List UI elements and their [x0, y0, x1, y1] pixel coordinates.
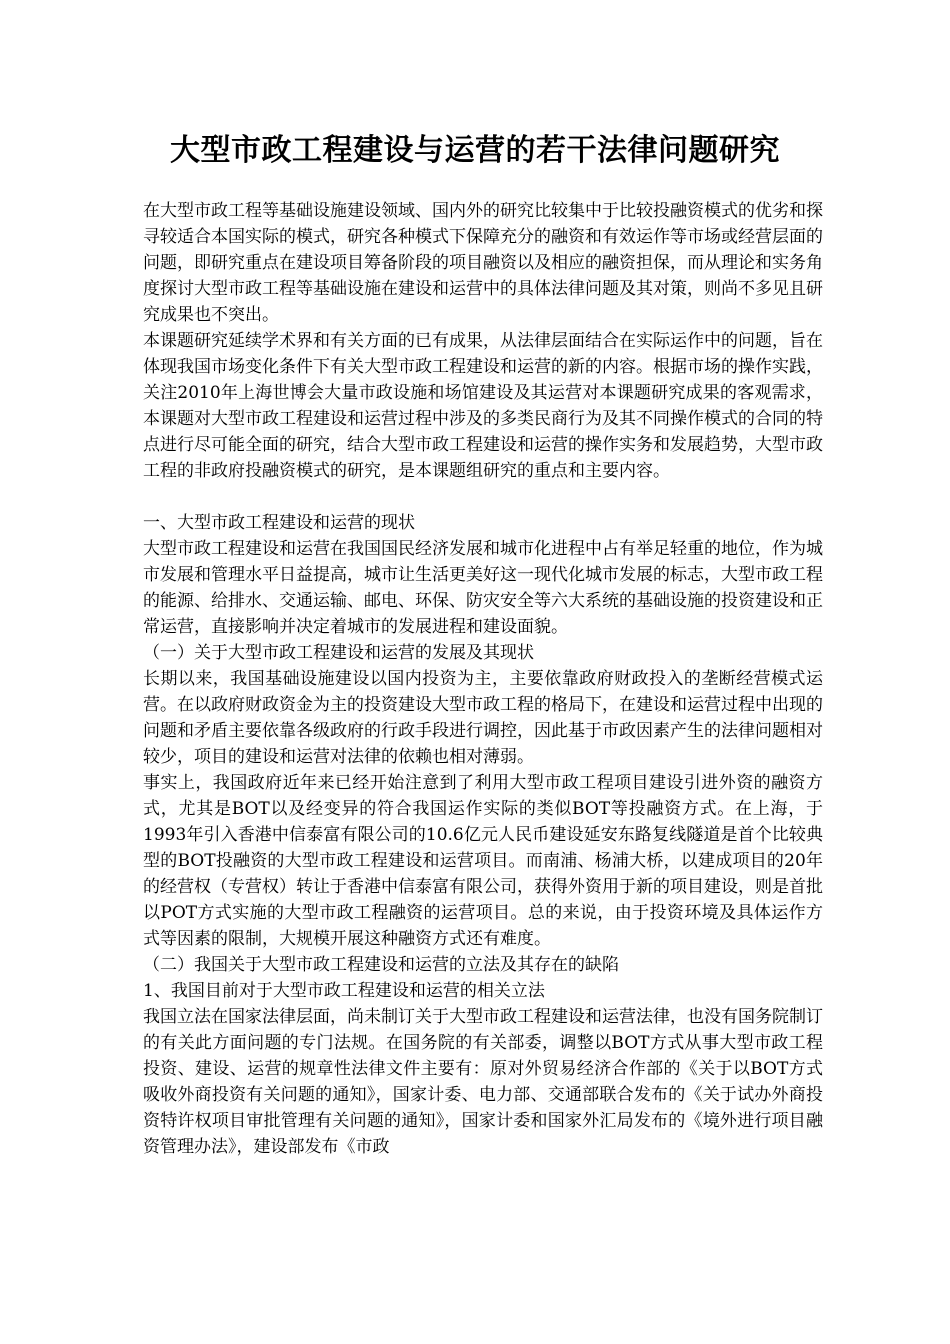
paragraph-intro-1: 在大型市政工程等基础设施建设领域、国内外的研究比较集中于比较投融资模式的优劣和探寻较适合本国实际的模式，研究各种模式下保障充分的融资和有效运作等市场或经营层面的问题，即研究重点在建设项目筹备阶段的项目融资以及相应的融资担保，而从理论和实务角度探讨大型市政工程等基础设施在建设和运营中的具体法律问题及其对策，则尚不多见且研究成果也不突出。: [143, 201, 823, 325]
subsection-heading-2: （二）我国关于大型市政工程建设和运营的立法及其存在的缺陷: [143, 955, 619, 975]
paragraph-subsection-1b: 事实上，我国政府近年来已经开始注意到了利用大型市政工程项目建设引进外资的融资方式，尤其是BOT以及经变异的符合我国运作实际的类似BOT等投融资方式。在上海，于1993年引入香港中信泰富有限公司的10.6亿元人民币建设延安东路复线隧道是首个比较典型的BOT投融资的大型市政工程建设和运营项目。而南浦、杨浦大桥，以建成项目的20年的经营权（专营权）转让于香港中信泰富有限公司，获得外资用于新的项目建设，则是首批以POT方式实施的大型市政工程融资的运营项目。总的来说，由于投资环境及具体运作方式等因素的限制，大规模开展这种融资方式还有难度。: [143, 773, 823, 949]
paragraph-spacer: [143, 484, 823, 510]
paragraph-subsection-1a: 长期以来，我国基础设施建设以国内投资为主，主要依靠政府财政投入的垄断经营模式运营。在以政府财政资金为主的投资建设大型市政工程的格局下，在建设和运营过程中出现的问题和矛盾主要依靠各级政府的行政手段进行调控，因此基于市政因素产生的法律问题相对较少，项目的建设和运营对法律的依赖也相对薄弱。: [143, 669, 823, 767]
document-body: [143, 198, 823, 1160]
paragraph-item-1: 我国立法在国家法律层面，尚未制订关于大型市政工程建设和运营法律，也没有国务院制订的有关此方面问题的专门法规。在国务院的有关部委，调整以BOT方式从事大型市政工程投资、建设、运营的规章性法律文件主要有：原对外贸易经济合作部的《关于以BOT方式吸收外商投资有关问题的通知》，国家计委、电力部、交通部联合发布的《关于试办外商投资特许权项目审批管理有关问题的通知》，国家计委和国家外汇局发布的《境外进行项目融资管理办法》，建设部发布《市政: [143, 1007, 823, 1157]
section-heading-1: 一、大型市政工程建设和运营的现状: [143, 513, 415, 533]
subsection-heading-1: （一）关于大型市政工程建设和运营的发展及其现状: [143, 643, 534, 663]
item-heading-1: 1、我国目前对于大型市政工程建设和运营的相关立法: [143, 981, 545, 1001]
paragraph-section-1: 大型市政工程建设和运营在我国国民经济发展和城市化进程中占有举足轻重的地位，作为城市发展和管理水平日益提高，城市让生活更美好这一现代化城市发展的标志，大型市政工程的能源、给排水、交通运输、邮电、环保、防灾安全等六大系统的基础设施的投资建设和正常运营，直接影响并决定着城市的发展进程和建设面貌。: [143, 539, 823, 637]
document-title: 大型市政工程建设与运营的若干法律问题研究: [170, 133, 780, 168]
paragraph-intro-2: 本课题研究延续学术界和有关方面的已有成果，从法律层面结合在实际运作中的问题，旨在体现我国市场变化条件下有关大型市政工程建设和运营的新的内容。根据市场的操作实践，关注2010年上海世博会大量市政设施和场馆建设及其运营对本课题研究成果的客观需求，本课题对大型市政工程建设和运营过程中涉及的多类民商行为及其不同操作模式的合同的特点进行尽可能全面的研究，结合大型市政工程建设和运营的操作实务和发展趋势，大型市政工程的非政府投融资模式的研究，是本课题组研究的重点和主要内容。: [143, 331, 823, 481]
